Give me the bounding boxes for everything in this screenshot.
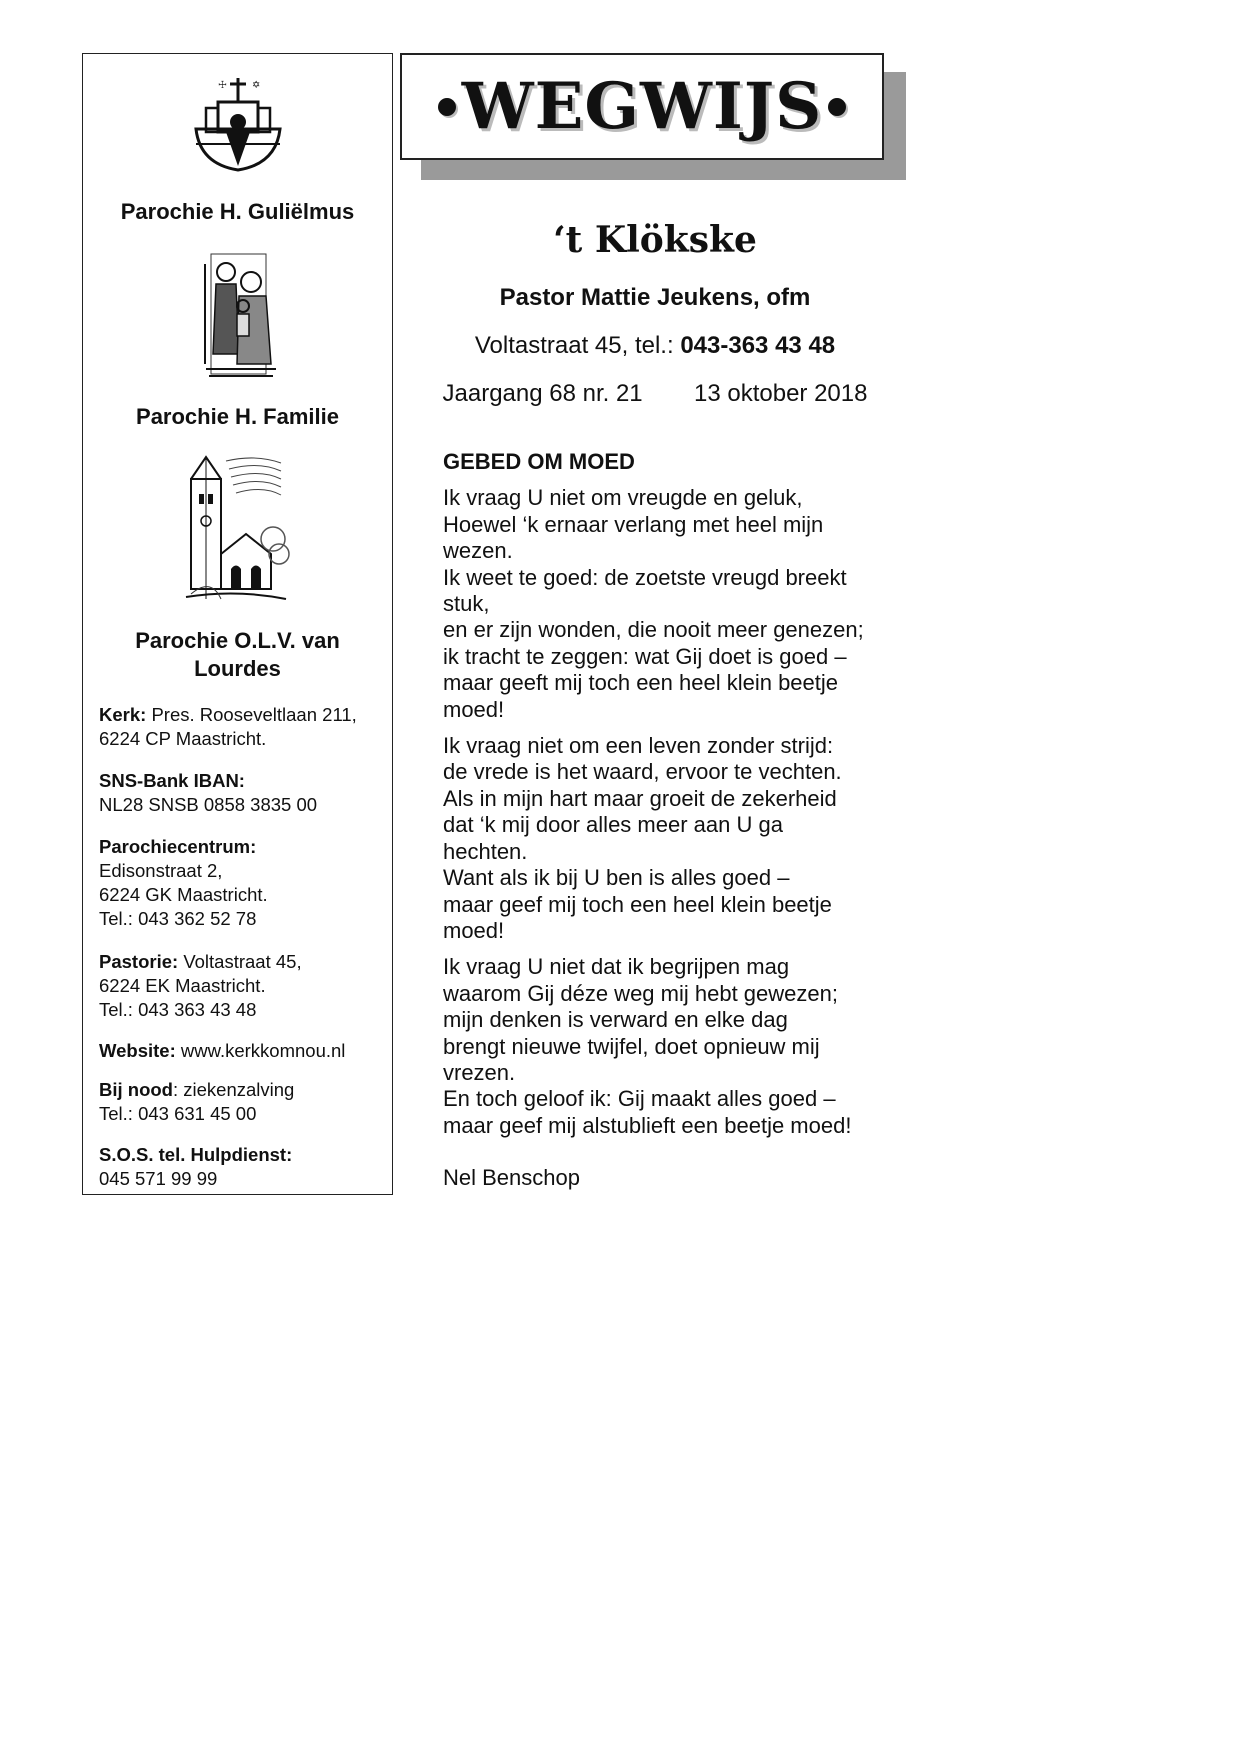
parish-lourdes-name-line1: Parochie O.L.V. van — [135, 628, 340, 653]
issue-date: 13 oktober 2018 — [694, 380, 868, 407]
stanza-3 — [443, 954, 913, 1139]
website-label: Website: — [99, 1040, 176, 1061]
church-tower-drawing-icon — [181, 449, 291, 609]
bij-nood-label: Bij nood — [99, 1079, 173, 1100]
bij-nood-info — [99, 1078, 384, 1126]
poem-line: Want als ik bij U ben is alles goed – — [443, 865, 790, 891]
svg-text:✡: ✡ — [252, 80, 261, 91]
pastorie-city: 6224 EK Maastricht. — [99, 975, 266, 996]
kerk-address-line1: Pres. Rooseveltlaan 211, — [151, 704, 357, 725]
newsletter-subtitle: ‘t Klökske — [553, 219, 757, 261]
sos-info — [99, 1143, 384, 1191]
poem-title: GEBED OM MOED — [443, 449, 635, 474]
parochiecentrum-city: 6224 GK Maastricht. — [99, 884, 268, 905]
address-text: Voltastraat 45, tel.: — [474, 332, 674, 359]
poem-line: en er zijn wonden, die nooit meer genezen; — [443, 617, 864, 643]
issue-line — [400, 379, 910, 409]
kerk-label: Kerk: — [99, 704, 147, 725]
poem-line: hechten. — [443, 838, 528, 864]
pastor-name: Pastor Mattie Jeukens, ofm — [499, 284, 811, 311]
pastorie-street: Voltastraat 45, — [183, 951, 302, 972]
poem-line: En toch geloof ik: Gij maakt alles goed – — [443, 1086, 836, 1112]
poem-line: moed! — [443, 917, 505, 943]
poem-line: waarom Gij déze weg mij hebt gewezen; — [443, 980, 838, 1006]
parochiecentrum-label: Parochiecentrum: — [99, 836, 257, 857]
poem-line: Ik vraag U niet dat ik begrijpen mag — [443, 954, 790, 980]
pastorie-label: Pastorie: — [99, 951, 179, 972]
poem-line: wezen. — [443, 538, 513, 564]
website-info — [99, 1039, 384, 1063]
left-bullet-icon — [438, 98, 456, 116]
bank-iban: NL28 SNSB 0858 3835 00 — [99, 794, 318, 815]
poem-line: Ik weet te goed: de zoetste vreugd breekt — [443, 564, 847, 590]
poem-line: Ik vraag U niet om vreugde en geluk, — [443, 485, 803, 511]
parish-emblem-icon — [188, 74, 288, 174]
kerk-address-line2: 6224 CP Maastricht. — [99, 728, 267, 749]
poem-line: Als in mijn hart maar groeit de zekerheid — [443, 785, 837, 811]
poem — [443, 449, 913, 1192]
bij-nood-phone: Tel.: 043 631 45 00 — [99, 1103, 257, 1124]
website-link[interactable]: www.kerkkomnou.nl — [180, 1040, 346, 1061]
parish-guilelmus-name: Parochie H. Guliëlmus — [120, 199, 355, 224]
poem-line: mijn denken is verward en elke dag — [443, 1007, 788, 1033]
kerk-info — [99, 703, 384, 751]
bij-nood-text: : ziekenzalving — [172, 1079, 295, 1100]
poem-line: stuk, — [443, 591, 490, 617]
parish-lourdes-name-line2: Lourdes — [194, 656, 281, 681]
poem-line: brengt nieuwe twijfel, doet opnieuw mij — [443, 1033, 820, 1059]
bank-label: SNS-Bank IBAN: — [99, 770, 245, 791]
masthead-title: WEGWIJS — [461, 69, 823, 144]
poem-line: maar geef mij toch een heel klein beetje — [443, 891, 832, 917]
phone-number: 043-363 43 48 — [680, 332, 836, 359]
poem-line: moed! — [443, 696, 505, 722]
poem-line: Hoewel ‘k ernaar verlang met heel mijn — [443, 511, 824, 537]
sos-phone: 045 571 99 99 — [99, 1168, 218, 1189]
stanza-2 — [443, 733, 913, 944]
poem-line: de vrede is het waard, ervoor te vechten. — [443, 759, 842, 785]
poem-author: Nel Benschop — [443, 1165, 580, 1191]
stanza-1 — [443, 485, 913, 723]
poem-line: Ik vraag niet om een leven zonder strijd: — [443, 733, 834, 759]
right-bullet-icon — [828, 98, 846, 116]
sos-label: S.O.S. tel. Hulpdienst: — [99, 1144, 293, 1165]
pastorie-info — [99, 950, 384, 1022]
masthead — [400, 53, 884, 160]
svg-text:☩: ☩ — [218, 80, 227, 91]
poem-line: ik tracht te zeggen: wat Gij doet is goed – — [443, 643, 847, 669]
poem-line: maar geeft mij toch een heel klein beetje — [443, 670, 839, 696]
bank-info — [99, 769, 384, 817]
poem-line: dat ‘k mij door alles meer aan U ga — [443, 812, 783, 838]
pastor-address — [400, 331, 910, 361]
sidebar-box — [82, 53, 393, 1195]
poem-line: vrezen. — [443, 1059, 516, 1085]
parochiecentrum-street: Edisonstraat 2, — [99, 860, 223, 881]
parochiecentrum-info — [99, 835, 384, 931]
issue-number: Jaargang 68 nr. 21 — [442, 380, 643, 407]
parochiecentrum-phone: Tel.: 043 362 52 78 — [99, 908, 257, 929]
pastorie-phone: Tel.: 043 363 43 48 — [99, 999, 257, 1020]
poem-line: maar geef mij alstublieft een beetje moed! — [443, 1112, 852, 1138]
parish-familie-name: Parochie H. Familie — [136, 404, 339, 429]
holy-family-drawing-icon — [191, 244, 286, 384]
